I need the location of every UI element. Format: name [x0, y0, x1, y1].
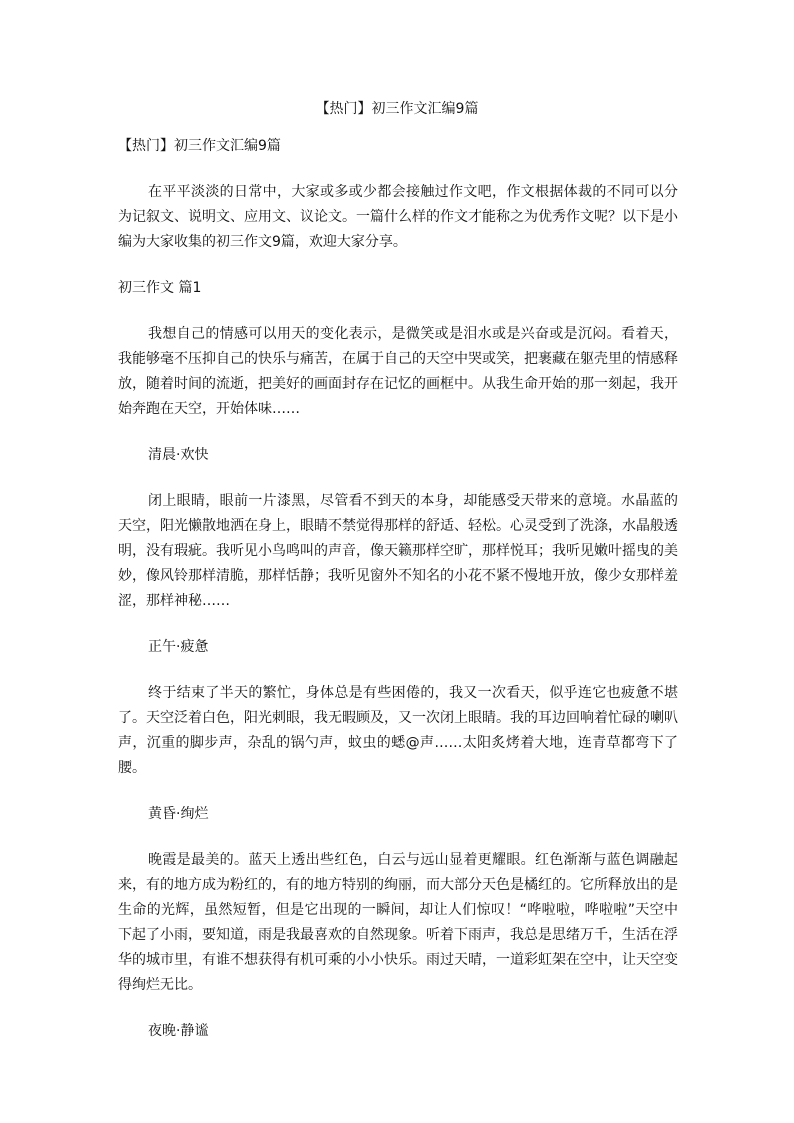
morning-heading: 清晨·欢快	[148, 447, 209, 463]
morning-paragraph: 闭上眼睛，眼前一片漆黑，尽管看不到天的本身，却能感受天带来的意境。水晶蓝的天空，阳光懒散地洒在身上，眼睛不禁觉得那样的舒适、轻松。心灵受到了洗涤，水晶般透明，没有瑕疵。我听见小鸟鸣叫的声音，像天籁那样空旷，那样悦耳；我听见嫩叶摇曳的美妙，像风铃那样清脆，那样恬静；我听见窗外不知名的小花不紧不慢地开放，像少女那样羞涩，那样神秘……	[118, 493, 678, 609]
dusk-paragraph: 晚霞是最美的。蓝天上透出些红色，白云与远山显着更耀眼。红色渐渐与蓝色调融起来，有的地方成为粉红的，有的地方特别的绚丽，而大部分天色是橘红的。它所释放出的是生命的光辉，虽然短暂，但是它出现的一瞬间，却让人们惊叹！“哗啦啦，哗啦啦”天空中下起了小雨，要知道，雨是我最喜欢的自然现象。听着下雨声，我总是思绪万千，生活在浮华的城市里，有谁不想获得有机可乘的小小快乐。雨过天晴，一道彩虹架在空中，让天空变得绚烂无比。	[118, 852, 678, 993]
noon-heading: 正午·疲惫	[148, 639, 209, 655]
document-title: 【热门】初三作文汇编9篇	[315, 101, 479, 117]
noon-paragraph: 终于结束了半天的繁忙，身体总是有些困倦的，我又一次看天，似乎连它也疲惫不堪了。天空泛着白色，阳光刺眼，我无暇顾及，又一次闭上眼睛。我的耳边回响着忙碌的喇叭声，沉重的脚步声，杂乱的锅勺声，蚊虫的蟋@声……太阳炙烤着大地，连青草都弯下了腰。	[118, 685, 678, 776]
section-1-intro-paragraph: 我想自己的情感可以用天的变化表示，是微笑或是泪水或是兴奋或是沉闷。看着天，我能够毫不压抑自己的快乐与痛苦，在属于自己的天空中哭或笑，把裹藏在躯壳里的情感释放，随着时间的流逝，把美好的画面封存在记忆的画框中。从我生命开始的那一刻起，我开始奔跑在天空，开始体味……	[118, 326, 678, 417]
document-body	[118, 134, 678, 1044]
section-1-heading: 初三作文 篇1	[118, 280, 202, 296]
document-subtitle: 【热门】初三作文汇编9篇	[118, 138, 281, 154]
night-heading: 夜晚·静谧	[148, 1023, 209, 1039]
intro-paragraph: 在平平淡淡的日常中，大家或多或少都会接触过作文吧，作文根据体裁的不同可以分为记叙文、说明文、应用文、议论文。一篇什么样的作文才能称之为优秀作文呢？以下是小编为大家收集的初三作文9篇，欢迎大家分享。	[118, 184, 678, 250]
dusk-heading: 黄昏·绚烂	[148, 806, 209, 822]
